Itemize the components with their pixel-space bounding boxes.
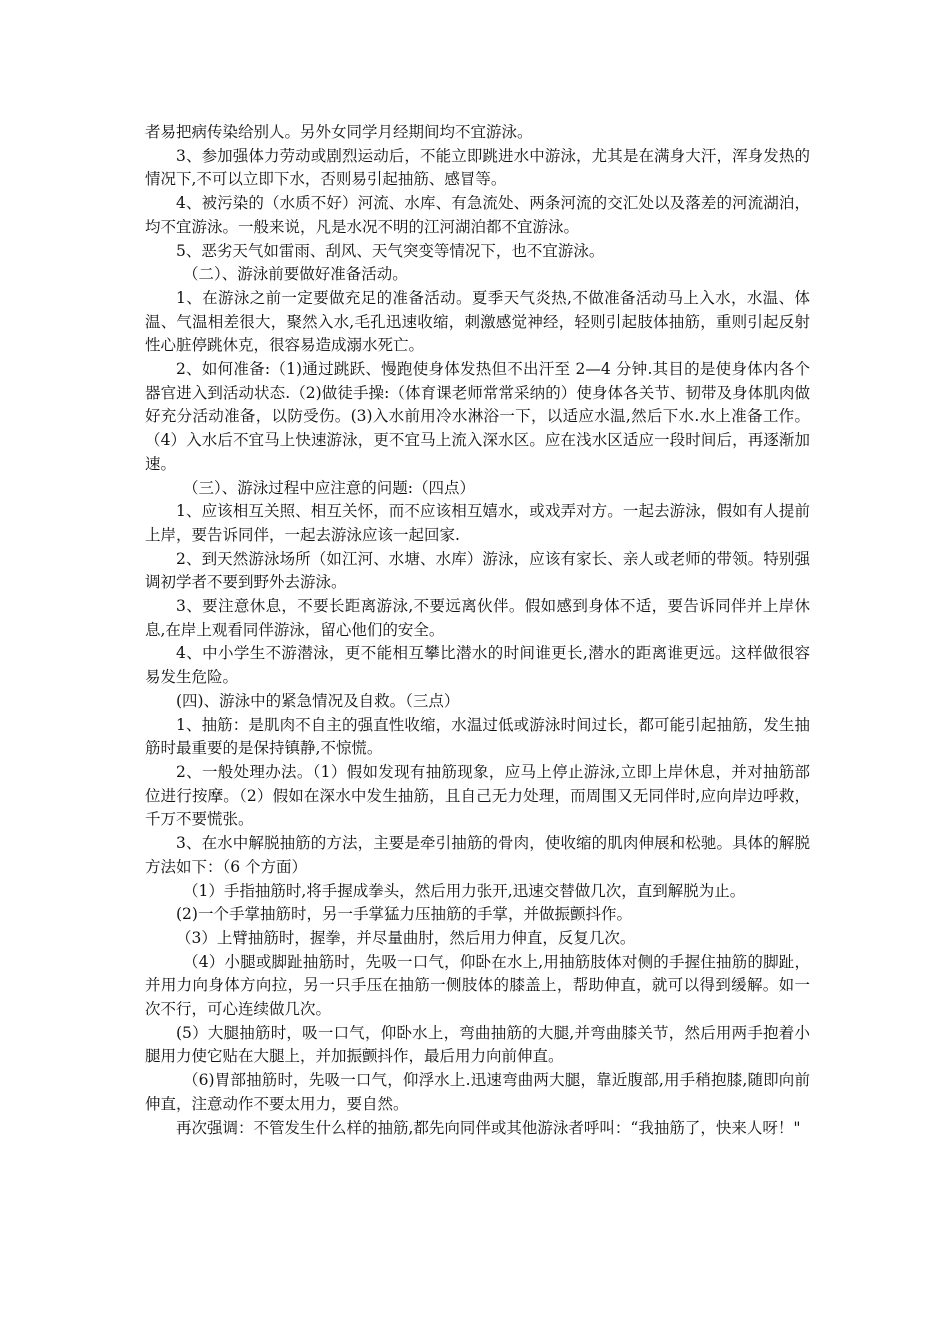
paragraph-prep-1: 1、在游泳之前一定要做充足的准备活动。夏季天气炎热,不做准备活动马上入水，水温、体温、气温相差很大，聚然入水,毛孔迅速收缩，刺激感觉神经，轻则引起肢体抽筋，重则引起反射性心脏停跳休克，很容易造成溺水死亡。 (145, 288, 810, 355)
paragraph-attention-2: 2、到天然游泳场所（如江河、水塘、水库）游泳，应该有家长、亲人或老师的带领。特别强调初学者不要到野外去游泳。 (145, 549, 810, 592)
paragraph-attention-4: 4、中小学生不游潜泳，更不能相互攀比潜水的时间谁更长,潜水的距离谁更远。这样做很容易发生危险。 (145, 644, 810, 687)
paragraph-attention-1: 1、应该相互关照、相互关怀，而不应该相互嬉水，或戏弄对方。一起去游泳，假如有人提前上岸，要告诉同伴，一起去游泳应该一起回家. (145, 502, 810, 544)
paragraph-item-4: 4、被污染的（水质不好）河流、水库、有急流处、两条河流的交汇处以及落差的河流湖泊，均不宜游泳。一般来说，凡是水况不明的江河湖泊都不宜游泳。 (145, 194, 810, 236)
paragraph-emergency-3: 3、在水中解脱抽筋的方法，主要是牵引抽筋的骨肉，使收缩的肌肉伸展和松驰。具体的解脱方法如下：（6 个方面） (145, 834, 810, 876)
section-heading-4: (四)、游泳中的紧急情况及自救。（三点） (176, 691, 460, 710)
paragraph-closing: 再次强调：不管发生什么样的抽筋,都先向同伴或其他游泳者呼叫：“我抽筋了，快来人呀！" (176, 1118, 801, 1137)
paragraph-attention-3: 3、要注意休息，不要长距离游泳,不要远离伙伴。假如感到身体不适，要告诉同伴并上岸休息,在岸上观看同伴游泳，留心他们的安全。 (145, 597, 810, 639)
paragraph-method-6: （6)胃部抽筋时，先吸一口气，仰浮水上.迅速弯曲两大腿，靠近腹部,用手稍抱膝,随即向前伸直，注意动作不要太用力，要自然。 (145, 1071, 810, 1113)
paragraph-continuation: 者易把病传染给别人。另外女同学月经期间均不宜游泳。 (145, 123, 533, 141)
paragraph-method-1: （1）手指抽筋时,将手握成拳头，然后用力张开,迅速交替做几次，直到解脱为止。 (183, 881, 746, 900)
paragraph-item-5: 5、恶劣天气如雷雨、刮风、天气突变等情况下，也不宜游泳。 (176, 241, 605, 260)
paragraph-method-4: （4）小腿或脚趾抽筋时，先吸一口气，仰卧在水上,用抽筋肢体对侧的手握住抽筋的脚趾，并用力向身体方向拉，另一只手压在抽筋一侧肢体的膝盖上，帮助伸直，就可以得到缓解。如一次不行，可心连续做几次。 (145, 952, 810, 1019)
paragraph-emergency-2: 2、一般处理办法。（1）假如发现有抽筋现象，应马上停止游泳,立即上岸休息，并对抽筋部位进行按摩。（2）假如在深水中发生抽筋，且自己无力处理，而周围又无同伴时,应向岸边呼救，千万不要慌张。 (145, 762, 810, 829)
paragraph-method-5: (5）大腿抽筋时，吸一口气，仰卧水上，弯曲抽筋的大腿,并弯曲膝关节，然后用两手抱着小腿用力使它贴在大腿上，并加振颤抖作，最后用力向前伸直。 (145, 1023, 810, 1066)
section-heading-2: （二）、游泳前要做好准备活动。 (183, 265, 408, 284)
paragraph-emergency-1: 1、抽筋：是肌肉不自主的强直性收缩，水温过低或游泳时间过长，都可能引起抽筋，发生抽筋时最重要的是保持镇静,不惊慌。 (145, 715, 810, 758)
paragraph-method-3: （3）上臂抽筋时，握拳，并尽量曲肘，然后用力伸直，反复几次。 (176, 928, 636, 947)
section-heading-3: （三）、游泳过程中应注意的问题:（四点） (183, 478, 475, 497)
paragraph-item-3: 3、参加强体力劳动或剧烈运动后，不能立即跳进水中游泳，尤其是在满身大汗，浑身发热的情况下,不可以立即下水，否则易引起抽筋、感冒等。 (145, 146, 810, 189)
document-body (145, 121, 810, 1140)
paragraph-method-2: (2)一个手掌抽筋时，另一手掌猛力压抽筋的手掌，并做振颤抖作。 (176, 905, 632, 924)
paragraph-prep-2: 2、如何准备:（1)通过跳跃、慢跑使身体发热但不出汗至 2—4 分钟.其目的是使身体内各个器官进入到活动状态.（2)做徒手操:（体育课老师常常采纳的）使身体各关节、韧带及身体肌肉做好充分活动准备，以防受伤。(3)入水前用冷水淋浴一下，以适应水温,然后下水.水上准备工作。（4）入水后不宜马上快速游泳，更不宜马上流入深水区。应在浅水区适应一段时间后，再逐渐加速。 (145, 360, 810, 473)
